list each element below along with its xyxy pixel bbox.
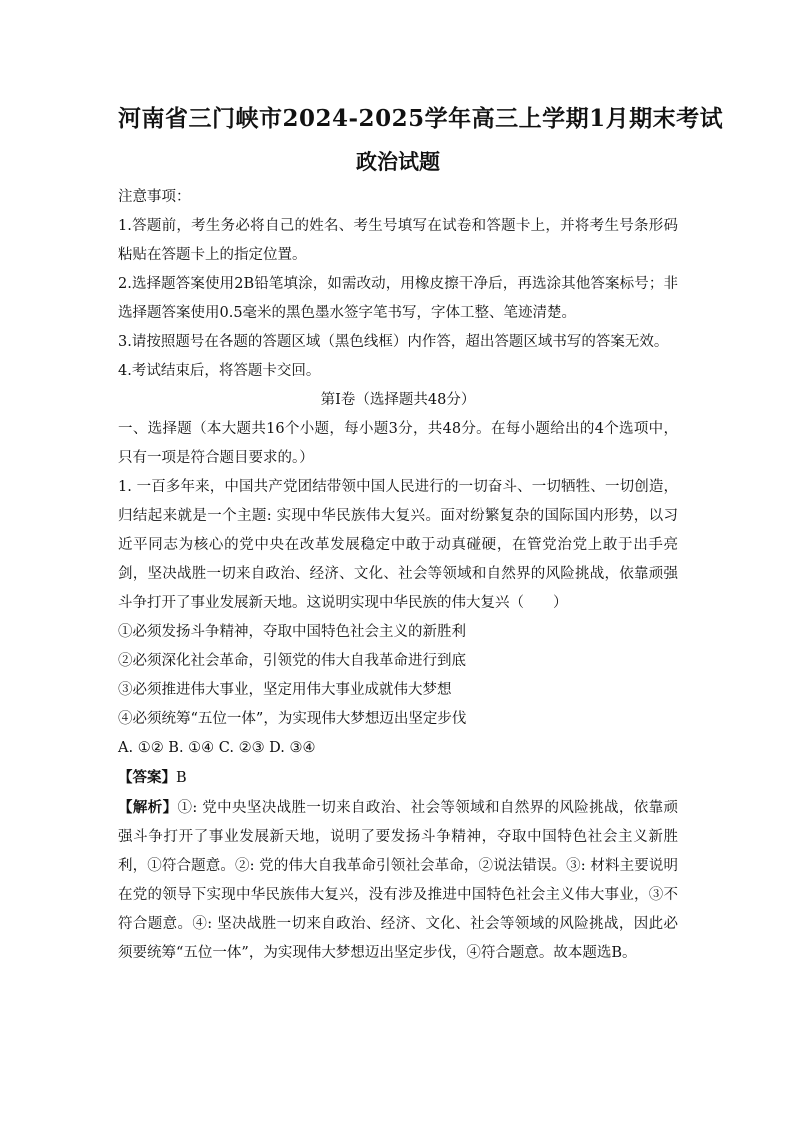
notice-item-2: 2.选择题答案使用2B铅笔填涂，如需改动，用橡皮擦干净后，再选涂其他答案标号；非选择题答案使用0.5毫米的黑色墨水签字笔书写，字体工整、笔迹清楚。 xyxy=(118,276,678,321)
notice-item-3: 3.请按照题号在各题的答题区域（黑色线框）内作答，超出答题区域书写的答案无效。 xyxy=(118,334,669,350)
notice-heading: 注意事项： xyxy=(118,189,191,205)
answer-value: B xyxy=(176,770,187,786)
question-1-options: A. ①② B. ①④ C. ②③ D. ③④ xyxy=(118,740,316,756)
section-instructions: 一、选择题（本大题共16个小题，每小题3分，共48分。在每小题给出的4个选项中，只有一项是符合题目要求的。） xyxy=(118,421,678,466)
question-1-analysis xyxy=(118,793,678,968)
page-subtitle: 政治试题 xyxy=(356,149,440,174)
answer-label: 【答案】 xyxy=(118,769,176,786)
question-1-statement-1: ①必须发扬斗争精神，夺取中国特色社会主义的新胜利 xyxy=(118,624,466,640)
question-1-statement-3: ③必须推进伟大事业，坚定用伟大事业成就伟大梦想 xyxy=(118,682,452,698)
notice-item-4: 4.考试结束后，将答题卡交回。 xyxy=(118,363,321,379)
section-title: 第I卷（选择题共48分） xyxy=(320,392,476,408)
document-body xyxy=(118,183,678,968)
analysis-text: ①: 党中央坚决战胜一切来自政治、社会等领域和自然界的风险挑战，依靠顽强斗争打开了事业发展新天地，说明了要发扬斗争精神，夺取中国特色社会主义新胜利，①符合题意。②: 党的伟大自我革命引领社会革命，②说法错误。③: 材料主要说明在党的领导下实现中华民族伟大复兴，没有涉及推进中国特色社会主义伟大事业，③不符合题意。④: 坚决战胜一切来自政治、经济、文化、社会等领域的风险挑战，因此必须要统筹“五位一体”，为实现伟大梦想迈出坚定步伐，④符合题意。故本题选B。 xyxy=(118,800,678,961)
analysis-label: 【解析】 xyxy=(118,799,178,816)
notice-item-1: 1.答题前，考生务必将自己的姓名、考生号填写在试卷和答题卡上，并将考生号条形码粘贴在答题卡上的指定位置。 xyxy=(118,218,678,263)
question-1-stem: 1. 一百多年来，中国共产党团结带领中国人民进行的一切奋斗、一切牺牲、一切创造，归结起来就是一个主题: 实现中华民族伟大复兴。面对纷繁复杂的国际国内形势，以习近平同志为核心的党中央在改革发展稳定中敢于动真碰硬，在管党治党上敢于出手亮剑，坚决战胜一切来自政治、经济、文化、社会等领域和自然界的风险挑战，依靠顽强斗争打开了事业发展新天地。这说明实现中华民族的伟大复兴（ ） xyxy=(118,479,678,611)
question-1-statement-4: ④必须统筹“五位一体”，为实现伟大梦想迈出坚定步伐 xyxy=(118,711,467,727)
question-1-statement-2: ②必须深化社会革命，引领党的伟大自我革命进行到底 xyxy=(118,653,466,669)
question-1-answer xyxy=(118,763,678,793)
page-title: 河南省三门峡市2024-2025学年高三上学期1月期末考试 xyxy=(118,105,724,132)
